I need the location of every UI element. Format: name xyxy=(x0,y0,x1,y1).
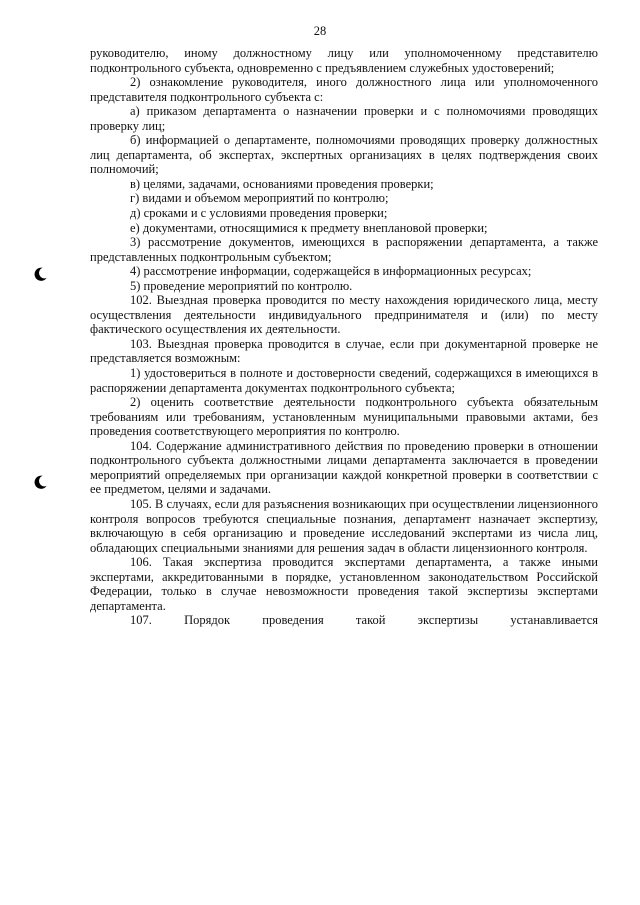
paragraph: в) целями, задачами, основаниями проведения проверки; xyxy=(130,176,434,191)
paragraph: а) приказом департамента о назначении проверки и с полномочиями проводящих проверку лиц; xyxy=(90,104,598,133)
paragraph: руководителю, иному должностному лицу или уполномоченному представителю подконтрольного субъекта, одновременно с предъявлением служебных удостоверений; xyxy=(90,46,598,75)
paragraph: 103. Выездная проверка проводится в случае, если при документарной проверке не представляется возможным: xyxy=(90,336,598,366)
paragraph: 4) рассмотрение информации, содержащейся в информационных ресурсах; xyxy=(130,264,532,279)
paragraph: 104. Содержание административного действия по проведению проверки в отношении подконтрольного субъекта должностными лицами департамента заключается в проведении мероприятий определяемых при организации каждой конкретной проверки в соответствии с ее предметом, целями и задачами. xyxy=(90,438,598,497)
paragraph: 106. Такая экспертиза проводится экспертами департамента, а также иными экспертами, аккредитованными в порядке, установленном законодательством Российской Федерации, только в случае невозможности проведения такой экспертизы экспертами департамента. xyxy=(90,555,598,613)
paragraph: 1) удостовериться в полноте и достоверности сведений, содержащихся в имеющихся в распоряжении департамента документах подконтрольного субъекта; xyxy=(90,366,598,395)
crescent-moon-icon xyxy=(32,474,48,490)
page-number: 28 xyxy=(313,24,327,38)
paragraph: 105. В случаях, если для разъяснения возникающих при осуществлении лицензионного контроля вопросов требуются специальные познания, департамент назначает экспертизу, включающую в себя организацию и проведение исследований экспертами из числа лиц, обладающих специальными знаниями для решения задач в области лицензионного контроля. xyxy=(90,496,598,555)
paragraph: 107. Порядок проведения такой экспертизы устанавливается xyxy=(130,613,598,628)
crescent-moon-icon xyxy=(32,266,48,282)
paragraph: б) информацией о департаменте, полномочиями проводящих проверку должностных лиц департамента, об экспертах, экспертных организациях в целях подтверждения своих полномочий; xyxy=(90,133,598,177)
paragraph: г) видами и объемом мероприятий по контролю; xyxy=(130,191,389,206)
paragraph: 102. Выездная проверка проводится по месту нахождения юридического лица, месту осуществления деятельности индивидуального предпринимателя и (или) по месту фактического осуществления их деятельности. xyxy=(90,293,598,337)
paragraph: д) сроками и с условиями проведения проверки; xyxy=(130,206,388,221)
document-body xyxy=(90,46,598,628)
paragraph: е) документами, относящимися к предмету внеплановой проверки; xyxy=(130,220,488,235)
paragraph: 5) проведение мероприятий по контролю. xyxy=(130,278,353,293)
paragraph: 3) рассмотрение документов, имеющихся в распоряжении департамента, а также представленных подконтрольным субъектом; xyxy=(90,235,598,264)
paragraph: 2) оценить соответствие деятельности подконтрольного субъекта обязательным требованиям или требованиям, установленным муниципальными правовыми актами, без проведения соответствующего мероприятия по контролю. xyxy=(90,395,598,439)
paragraph: 2) ознакомление руководителя, иного должностного лица или уполномоченного представителя подконтрольного субъекта с: xyxy=(90,75,598,104)
